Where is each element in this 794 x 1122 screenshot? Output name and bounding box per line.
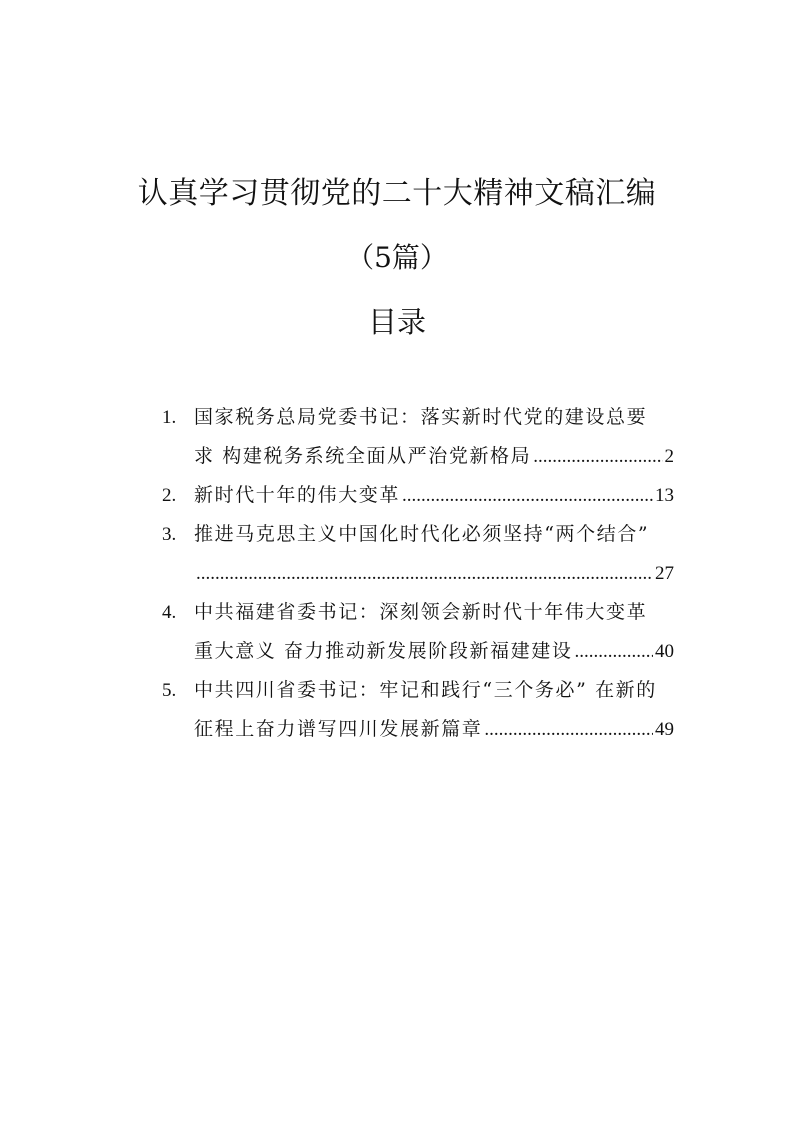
toc-item-4[interactable]: [162, 593, 674, 671]
toc-leader-dots: [402, 476, 653, 515]
toc-item-title: 中共福建省委书记：深刻领会新时代十年伟大变革: [194, 601, 648, 623]
toc-leader-dots: [574, 632, 653, 671]
toc-item-line: [194, 437, 674, 476]
toc-page-number: 49: [655, 719, 674, 740]
toc-item-line: [194, 593, 674, 632]
toc-item-line: [194, 398, 674, 437]
toc-item-title-continued: 重大意义 奋力推动新发展阶段新福建建设: [194, 640, 573, 662]
toc-heading: 目录: [367, 305, 426, 339]
toc-leader-dots: [484, 710, 653, 749]
toc-item-1[interactable]: [162, 398, 674, 476]
toc-item-3[interactable]: [162, 515, 674, 593]
toc-item-title: 中共四川省委书记：牢记和践行“三个务必” 在新的: [194, 679, 657, 701]
toc-item-line: [194, 476, 674, 515]
toc-item-title-continued: 求 构建税务系统全面从严治党新格局: [194, 445, 532, 467]
toc-item-2[interactable]: [162, 476, 674, 515]
document-subtitle: （5篇）: [346, 241, 448, 274]
toc-item-number: 4.: [162, 602, 177, 623]
toc-item-number: 2.: [162, 485, 177, 506]
toc-page-number: 27: [655, 563, 674, 584]
toc-page-number: 40: [655, 641, 674, 662]
toc-page-number: 13: [655, 485, 674, 506]
document-title: 认真学习贯彻党的二十大精神文稿汇编: [137, 176, 657, 211]
toc-item-line: [194, 632, 674, 671]
toc-item-line: [194, 671, 674, 710]
toc-item-title: 新时代十年的伟大变革: [194, 484, 401, 506]
toc-item-line: [194, 710, 674, 749]
toc-item-title-continued: 征程上奋力谱写四川发展新篇章: [194, 718, 483, 740]
toc-item-5[interactable]: [162, 671, 674, 749]
toc-item-line: [194, 515, 674, 554]
toc-item-number: 1.: [162, 407, 177, 428]
toc-item-title: 推进马克思主义中国化时代化必须坚持“两个结合”: [194, 523, 650, 545]
toc-item-title: 国家税务总局党委书记：落实新时代党的建设总要: [194, 406, 648, 428]
toc-item-line: [194, 554, 674, 593]
toc-page-number: 2: [664, 446, 674, 467]
table-of-contents: [162, 398, 674, 749]
toc-leader-dots: [196, 554, 653, 593]
toc-item-number: 3.: [162, 524, 177, 545]
toc-item-number: 5.: [162, 680, 177, 701]
toc-leader-dots: [533, 437, 662, 476]
